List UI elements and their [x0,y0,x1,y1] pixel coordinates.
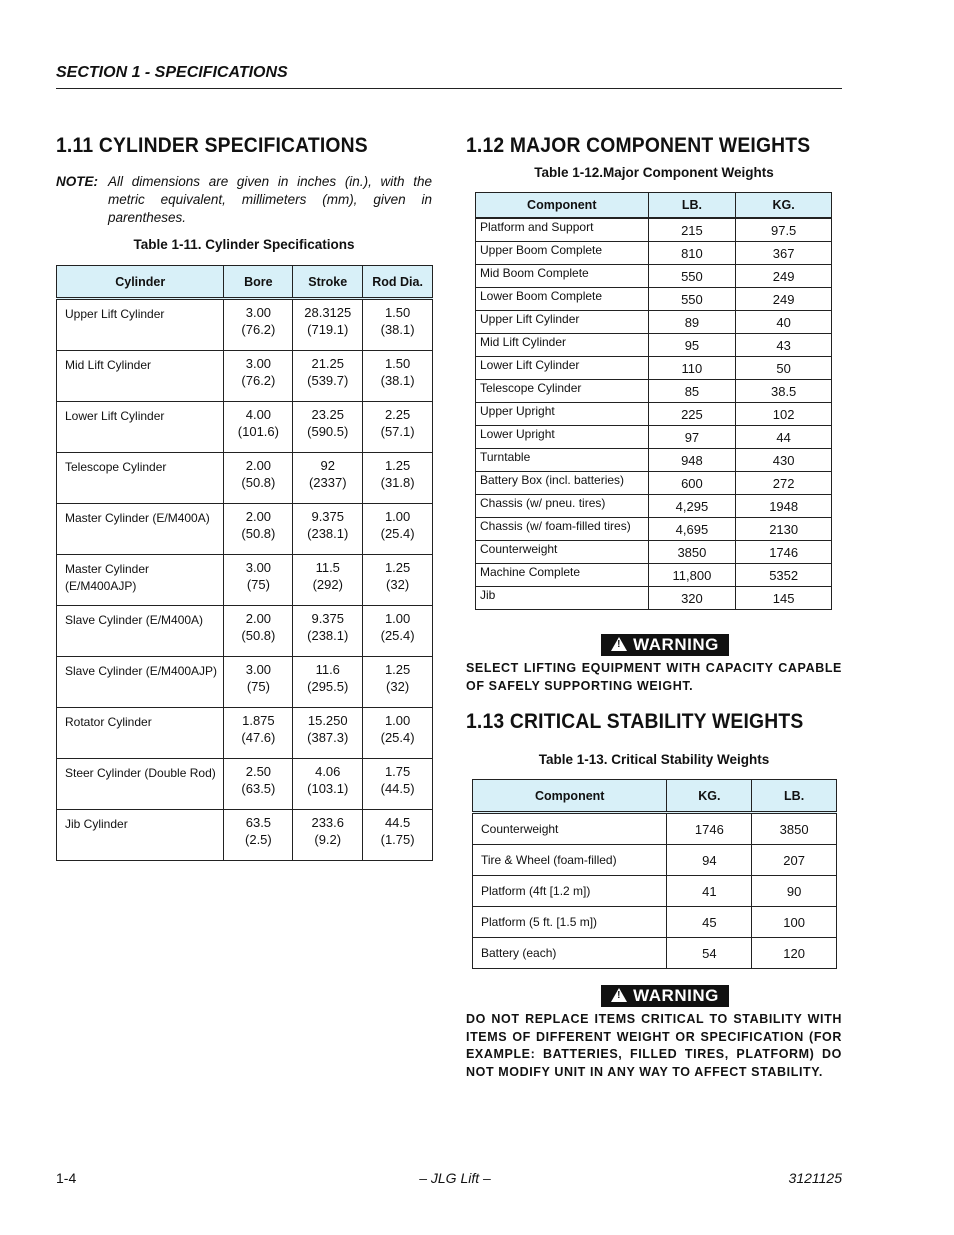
column-header: Component [476,193,649,219]
table-row [476,357,832,380]
table-cell: 102 [736,403,832,426]
table-cell: 89 [648,311,736,334]
table-cell: 4,295 [648,495,736,518]
table-cell: 11.6 (295.5) [293,657,363,708]
table-row [57,555,433,606]
table-cell: 95 [648,334,736,357]
table-cell: 1.25 (31.8) [363,453,433,504]
table-cell: 810 [648,242,736,265]
table-cell: 110 [648,357,736,380]
row-label: Telescope Cylinder [476,380,649,403]
table-row [476,218,832,242]
table-row [476,334,832,357]
warning-label-2: WARNING [633,986,719,1005]
table-cell: 1948 [736,495,832,518]
table-cell: 85 [648,380,736,403]
table-cell: 430 [736,449,832,472]
table-row [57,759,433,810]
table-cell: 550 [648,265,736,288]
table-cell: 90 [752,876,837,907]
table-cell: 215 [648,218,736,242]
row-label: Mid Lift Cylinder [57,351,224,402]
table-row [476,495,832,518]
table-cell: 54 [667,938,752,969]
table-cell: 4.00 (101.6) [224,402,293,453]
table-cell: 1.25 (32) [363,657,433,708]
column-header: Component [473,780,667,813]
row-label: Battery Box (incl. batteries) [476,472,649,495]
table-cell: 1.50 (38.1) [363,299,433,351]
table-cell: 1746 [736,541,832,564]
warning-triangle-icon: ! [611,637,627,651]
row-label: Master Cylinder (E/M400A) [57,504,224,555]
table-cell: 63.5 (2.5) [224,810,293,861]
table-row [57,708,433,759]
table-row [57,810,433,861]
row-label: Mid Lift Cylinder [476,334,649,357]
table-cell: 9.375 (238.1) [293,606,363,657]
critical-stability-caption: Table 1-13. Critical Stability Weights [538,752,770,767]
table-row [476,380,832,403]
table-cell: 1.00 (25.4) [363,504,433,555]
table-cell: 5352 [736,564,832,587]
table-cell: 9.375 (238.1) [293,504,363,555]
row-label: Platform and Support [476,218,649,242]
table-cell: 1746 [667,813,752,845]
row-label: Platform (4ft [1.2 m]) [473,876,667,907]
row-label: Upper Lift Cylinder [57,299,224,351]
cylinder-spec-table [56,265,433,861]
note [56,173,434,227]
component-weights-title: 1.12 MAJOR COMPONENT WEIGHTS [466,134,811,157]
table-row [476,426,832,449]
table-cell: 45 [667,907,752,938]
table-row [476,541,832,564]
table-cell: 94 [667,845,752,876]
column-header: LB. [648,193,736,219]
row-label: Lower Lift Cylinder [57,402,224,453]
warning-badge-1 [601,634,729,656]
table-row [57,606,433,657]
table-cell: 40 [736,311,832,334]
warning-text-2: DO NOT REPLACE ITEMS CRITICAL TO STABILITY WITH ITEMS OF DIFFERENT WEIGHT OR SPECIFICATION (FOR EXAMPLE: BATTERIES, FILLED TIRES, PLATFORM) DO NOT MODIFY UNIT IN ANY WAY TO AFFECT STABILITY. [466,1012,842,1079]
table-cell: 2.25 (57.1) [363,402,433,453]
warning-triangle-icon: ! [611,988,627,1002]
table-cell: 11,800 [648,564,736,587]
section-header: SECTION 1 - SPECIFICATIONS [56,64,842,89]
table-row [473,938,837,969]
table-cell: 1.00 (25.4) [363,708,433,759]
table-cell: 1.25 (32) [363,555,433,606]
row-label: Counterweight [476,541,649,564]
table-cell: 97.5 [736,218,832,242]
table-cell: 550 [648,288,736,311]
row-label: Upper Lift Cylinder [476,311,649,334]
table-cell: 50 [736,357,832,380]
table-cell: 41 [667,876,752,907]
row-label: Lower Upright [476,426,649,449]
table-cell: 249 [736,265,832,288]
table-row [476,311,832,334]
table-cell: 145 [736,587,832,610]
row-label: Mid Boom Complete [476,265,649,288]
row-label: Lower Lift Cylinder [476,357,649,380]
table-row [476,242,832,265]
table-row [476,265,832,288]
table-row [476,472,832,495]
table-cell: 233.6 (9.2) [293,810,363,861]
table-row [473,876,837,907]
row-label: Platform (5 ft. [1.5 m]) [473,907,667,938]
table-row [57,402,433,453]
table-cell: 2.00 (50.8) [224,504,293,555]
table-row [476,587,832,610]
table-cell: 600 [648,472,736,495]
table-cell: 367 [736,242,832,265]
table-row [473,845,837,876]
table-cell: 2.00 (50.8) [224,453,293,504]
table-cell: 2130 [736,518,832,541]
table-cell: 44 [736,426,832,449]
table-row [476,288,832,311]
row-label: Master Cylinder (E/M400AJP) [57,555,224,606]
component-weights-table [475,192,832,610]
table-cell: 11.5 (292) [293,555,363,606]
row-label: Upper Upright [476,403,649,426]
column-header: KG. [736,193,832,219]
column-header: Stroke [293,266,363,299]
table-cell: 4.06 (103.1) [293,759,363,810]
row-label: Lower Boom Complete [476,288,649,311]
column-header: Bore [224,266,293,299]
table-cell: 1.75 (44.5) [363,759,433,810]
table-row [476,449,832,472]
table-cell: 3850 [648,541,736,564]
table-cell: 4,695 [648,518,736,541]
table-cell: 43 [736,334,832,357]
table-row [57,657,433,708]
table-cell: 3.00 (75) [224,555,293,606]
critical-stability-table [472,779,837,969]
column-header: LB. [752,780,837,813]
row-label: Jib Cylinder [57,810,224,861]
table-cell: 3.00 (76.2) [224,351,293,402]
column-header: Rod Dia. [363,266,433,299]
table-cell: 3850 [752,813,837,845]
column-header: Cylinder [57,266,224,299]
table-cell: 320 [648,587,736,610]
table-cell: 1.50 (38.1) [363,351,433,402]
table-cell: 225 [648,403,736,426]
row-label: Chassis (w/ pneu. tires) [476,495,649,518]
table-row [57,453,433,504]
table-cell: 1.00 (25.4) [363,606,433,657]
table-cell: 207 [752,845,837,876]
note-label: NOTE: [56,174,98,189]
table-cell: 3.00 (75) [224,657,293,708]
row-label: Telescope Cylinder [57,453,224,504]
table-cell: 100 [752,907,837,938]
note-text: All dimensions are given in inches (in.), with the metric equivalent, millimeters (mm), given in parentheses. [108,174,432,225]
row-label: Tire & Wheel (foam-filled) [473,845,667,876]
table-cell: 120 [752,938,837,969]
table-cell: 38.5 [736,380,832,403]
row-label: Slave Cylinder (E/M400A) [57,606,224,657]
table-row [476,564,832,587]
warning-text-1: SELECT LIFTING EQUIPMENT WITH CAPACITY CAPABLE OF SAFELY SUPPORTING WEIGHT. [466,661,842,693]
table-cell: 2.50 (63.5) [224,759,293,810]
row-label: Turntable [476,449,649,472]
table-row [476,518,832,541]
row-label: Jib [476,587,649,610]
row-label: Battery (each) [473,938,667,969]
table-cell: 272 [736,472,832,495]
cylinder-specs-title: 1.11 CYLINDER SPECIFICATIONS [56,134,368,157]
table-cell: 15.250 (387.3) [293,708,363,759]
table-row [476,403,832,426]
table-row [57,299,433,351]
cylinder-table-caption: Table 1-11. Cylinder Specifications [133,237,355,252]
component-weights-caption: Table 1-12.Major Component Weights [534,165,774,180]
table-row [473,907,837,938]
table-cell: 1.875 (47.6) [224,708,293,759]
table-row [473,813,837,845]
table-cell: 23.25 (590.5) [293,402,363,453]
row-label: Machine Complete [476,564,649,587]
row-label: Counterweight [473,813,667,845]
table-row [57,351,433,402]
row-label: Steer Cylinder (Double Rod) [57,759,224,810]
table-cell: 948 [648,449,736,472]
footer-page-number: 1-4 [56,1170,77,1186]
critical-stability-title: 1.13 CRITICAL STABILITY WEIGHTS [466,710,804,733]
table-cell: 44.5 (1.75) [363,810,433,861]
table-cell: 249 [736,288,832,311]
warning-badge-2 [601,985,729,1007]
row-label: Rotator Cylinder [57,708,224,759]
warning-label-1: WARNING [633,635,719,654]
table-cell: 28.3125 (719.1) [293,299,363,351]
table-cell: 2.00 (50.8) [224,606,293,657]
table-cell: 92 (2337) [293,453,363,504]
table-cell: 21.25 (539.7) [293,351,363,402]
table-cell: 3.00 (76.2) [224,299,293,351]
table-cell: 97 [648,426,736,449]
footer-center: – JLG Lift – [419,1170,491,1186]
row-label: Upper Boom Complete [476,242,649,265]
row-label: Slave Cylinder (E/M400AJP) [57,657,224,708]
column-header: KG. [667,780,752,813]
footer-doc-number: 3121125 [788,1170,842,1186]
row-label: Chassis (w/ foam-filled tires) [476,518,649,541]
table-row [57,504,433,555]
